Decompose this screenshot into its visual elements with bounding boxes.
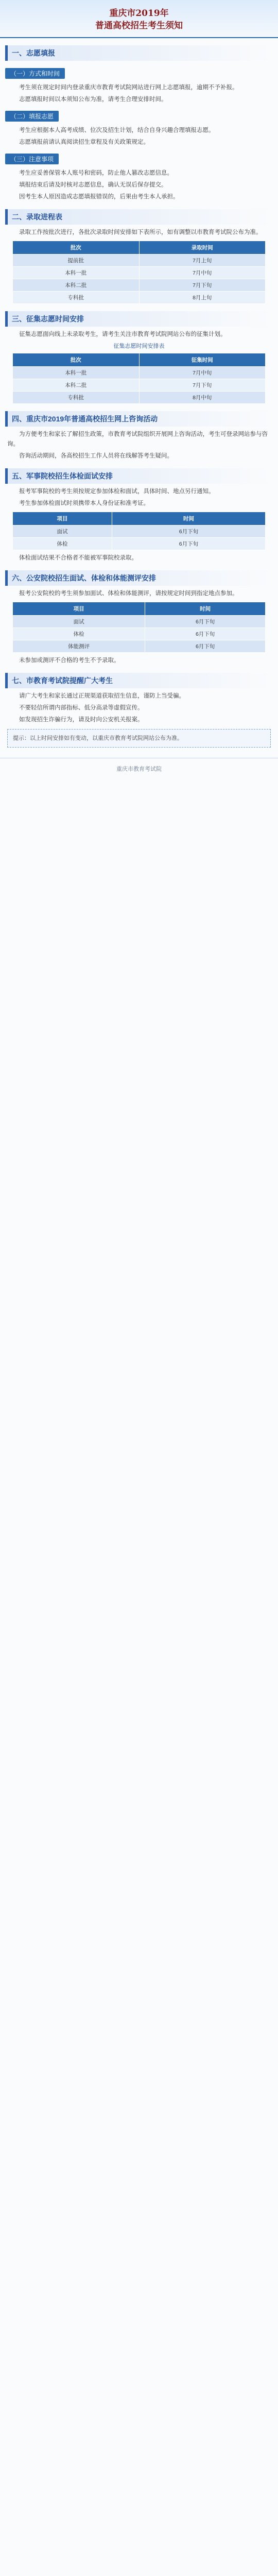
paragraph: 志愿填报前请认真阅读招生章程及有关政策规定。: [19, 139, 149, 145]
header: [0, 0, 278, 38]
table-header-cell: 项目: [13, 512, 112, 526]
table-cell: 本科一批: [13, 367, 140, 379]
paragraph: 填报结束后请及时核对志愿信息，确认无误后保存提交。: [19, 182, 167, 188]
table-cell: 6月下旬: [112, 538, 265, 550]
table-cell: 面试: [13, 616, 145, 628]
paragraph: 考生应妥善保管本人账号和密码，防止他人篡改志愿信息。: [19, 170, 173, 176]
table-cell: 7月下旬: [139, 279, 266, 292]
section-title-supplementary: 三、征集志愿时间安排: [5, 311, 273, 327]
table-cell: 体能测评: [13, 640, 145, 653]
table-header-cell: 时间: [112, 512, 265, 526]
table-cell: 本科二批: [13, 279, 140, 292]
page-title-line1: 重庆市2019年: [109, 8, 169, 19]
table-row: [13, 255, 266, 267]
subsection-method: （一）方式和时间: [5, 68, 65, 79]
paragraph: 报考军事院校的考生须按规定参加体检和面试，具体时间、地点另行通知。: [19, 488, 215, 495]
paragraph: 请广大考生和家长通过正规渠道获取招生信息，谨防上当受骗。: [19, 693, 185, 699]
paragraph: 未参加或测评不合格的考生不予录取。: [19, 657, 120, 664]
table-cell: 6月下旬: [112, 526, 265, 538]
table-row: [13, 628, 266, 640]
table-cell: 8月上旬: [139, 292, 266, 304]
table-header-cell: 批次: [13, 241, 140, 255]
paragraph: 考生参加体检面试时须携带本人身份证和准考证。: [19, 500, 149, 506]
table-cell: 本科一批: [13, 267, 140, 279]
table-cell: 7月上旬: [139, 255, 266, 267]
section-title-schedule: 二、录取进程表: [5, 209, 273, 225]
table-header-row: [13, 241, 266, 255]
table-row: [13, 526, 266, 538]
subsection-notes: （三）注意事项: [5, 154, 59, 164]
paragraph: 录取工作按批次进行，各批次录取时间安排如下表所示，如有调整以市教育考试院公布为准。: [19, 229, 262, 235]
footer: 重庆市教育考试院: [0, 758, 278, 779]
table-row: [13, 292, 266, 304]
paragraph: 不要轻信所谓内部指标、低分高录等虚假宣传。: [19, 705, 144, 711]
table-header-row: [13, 353, 266, 367]
table-cell: 7月中旬: [139, 367, 266, 379]
table-header-cell: 录取时间: [139, 241, 266, 255]
table-row: [13, 392, 266, 404]
table-cell: 专科批: [13, 292, 140, 304]
paragraph: 咨询活动期间，各高校招生工作人员将在线解答考生疑问。: [19, 453, 173, 459]
table-cell: 体检: [13, 538, 112, 550]
table-cell: 6月下旬: [145, 640, 266, 653]
table-header-cell: 批次: [13, 353, 140, 367]
section-title-reminder: 七、市教育考试院提醒广大考生: [5, 673, 273, 688]
table-row: [13, 616, 266, 628]
table-header-row: [13, 602, 266, 616]
table-cell: 面试: [13, 526, 112, 538]
table-cell: 7月下旬: [139, 379, 266, 392]
table-row: [13, 267, 266, 279]
table-cell: 6月下旬: [145, 628, 266, 640]
table-caption: 征集志愿时间安排表: [113, 343, 165, 349]
page-title-line2: 普通高校招生考生须知: [95, 21, 183, 31]
table-cell: 本科二批: [13, 379, 140, 392]
paragraph: 为方便考生和家长了解招生政策，市教育考试院组织开展网上咨询活动，考生可登录网站参与咨询。: [7, 431, 268, 447]
table-header-cell: 项目: [13, 602, 145, 616]
subsection-fill: （二）填报志愿: [5, 111, 59, 122]
table-cell: 7月中旬: [139, 267, 266, 279]
table-row: [13, 379, 266, 392]
table-cell: 专科批: [13, 392, 140, 404]
paragraph: 因考生本人原因造成志愿填报错误的，后果由考生本人承担。: [19, 194, 179, 200]
table-row: [13, 640, 266, 653]
supplementary-table: [12, 353, 266, 404]
schedule-table: [12, 241, 266, 304]
section-title-police: 六、公安院校招生面试、体检和体能测评安排: [5, 570, 273, 586]
table-cell: 6月下旬: [145, 616, 266, 628]
section-title-military: 五、军事院校招生体检面试安排: [5, 468, 273, 484]
section-title-volunteer: 一、志愿填报: [5, 45, 273, 61]
table-header-row: [13, 512, 266, 526]
paragraph: 如发现招生诈骗行为，请及时向公安机关报案。: [19, 717, 144, 723]
table-row: [13, 538, 266, 550]
paragraph: 报考公安院校的考生须参加面试、体检和体能测评，请按规定时间到指定地点参加。: [19, 590, 238, 597]
paragraph: 考生须在规定时间内登录重庆市教育考试院网站进行网上志愿填报，逾期不予补报。: [19, 84, 238, 91]
military-table: [12, 512, 266, 550]
section-title-consult: 四、重庆市2019年普通高校招生网上咨询活动: [5, 411, 273, 427]
table-row: [13, 279, 266, 292]
paragraph: 考生应根据本人高考成绩、位次及招生计划，结合自身兴趣合理填报志愿。: [19, 127, 215, 133]
table-cell: 8月中旬: [139, 392, 266, 404]
table-header-cell: 征集时间: [139, 353, 266, 367]
paragraph: 志愿填报时间以本须知公布为准，请考生合理安排时间。: [19, 96, 167, 103]
note-box: 提示：以上时间安排如有变动，以重庆市教育考试院网站公布为准。: [7, 729, 271, 748]
table-header-cell: 时间: [145, 602, 266, 616]
police-table: [12, 602, 266, 653]
paragraph: 体检面试结果不合格者不能被军事院校录取。: [19, 555, 137, 561]
table-cell: 提前批: [13, 255, 140, 267]
table-cell: 体检: [13, 628, 145, 640]
table-row: [13, 367, 266, 379]
paragraph: 征集志愿面向线上未录取考生，请考生关注市教育考试院网站公布的征集计划。: [19, 331, 227, 337]
